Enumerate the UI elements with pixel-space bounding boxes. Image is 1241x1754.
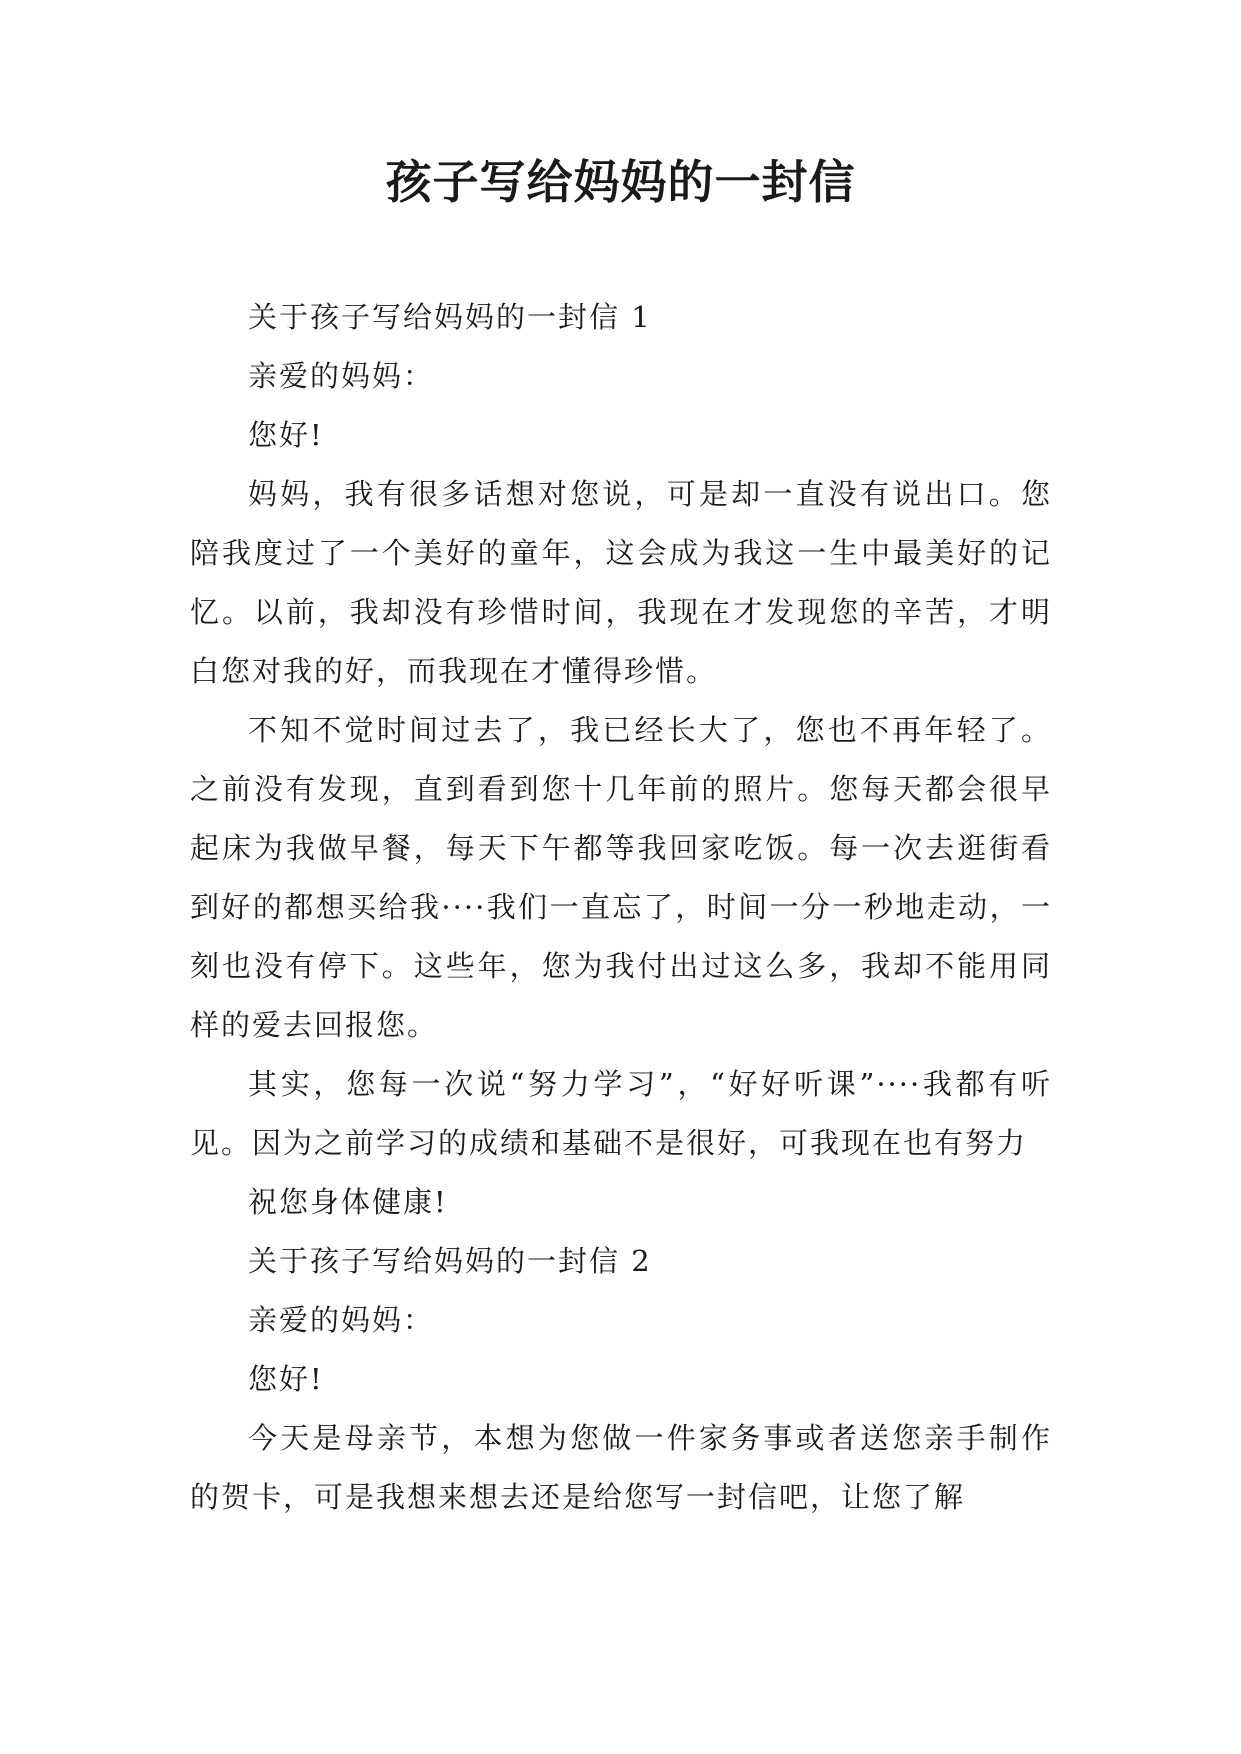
paragraph-heading-1: 关于孩子写给妈妈的一封信 1 — [248, 300, 652, 334]
paragraph-heading-2: 关于孩子写给妈妈的一封信 2 — [248, 1244, 652, 1278]
document-body — [190, 288, 1052, 1527]
paragraph-body-2: 不知不觉时间过去了，我已经长大了，您也不再年轻了。之前没有发现，直到看到您十几年前的照片。您每天都会很早起床为我做早餐，每天下午都等我回家吃饭。每一次去逛街看到好的都想买给我····我们一直忘了，时间一分一秒地走动，一刻也没有停下。这些年，您为我付出过这么多，我却不能用同样的爱去回报您。 — [190, 713, 1052, 1042]
paragraph-closing-1: 祝您身体健康! — [248, 1185, 448, 1219]
paragraph-body-3: 其实，您每一次说“努力学习”，“好好听课”····我都有听见。因为之前学习的成绩和基础不是很好，可我现在也有努力 — [190, 1067, 1052, 1160]
paragraph-greeting-2: 您好! — [248, 1362, 324, 1396]
paragraph-body-4: 今天是母亲节，本想为您做一件家务事或者送您亲手制作的贺卡，可是我想来想去还是给您写一封信吧，让您了解 — [190, 1421, 1052, 1514]
paragraph-body-1: 妈妈，我有很多话想对您说，可是却一直没有说出口。您陪我度过了一个美好的童年，这会成为我这一生中最美好的记忆。以前，我却没有珍惜时间，我现在才发现您的辛苦，才明白您对我的好，而我现在才懂得珍惜。 — [190, 477, 1052, 688]
document-title: 孩子写给妈妈的一封信 — [385, 155, 856, 209]
paragraph-salutation-2: 亲爱的妈妈： — [248, 1303, 435, 1337]
paragraph-salutation-1: 亲爱的妈妈： — [248, 359, 435, 393]
paragraph-greeting-1: 您好! — [248, 418, 324, 452]
